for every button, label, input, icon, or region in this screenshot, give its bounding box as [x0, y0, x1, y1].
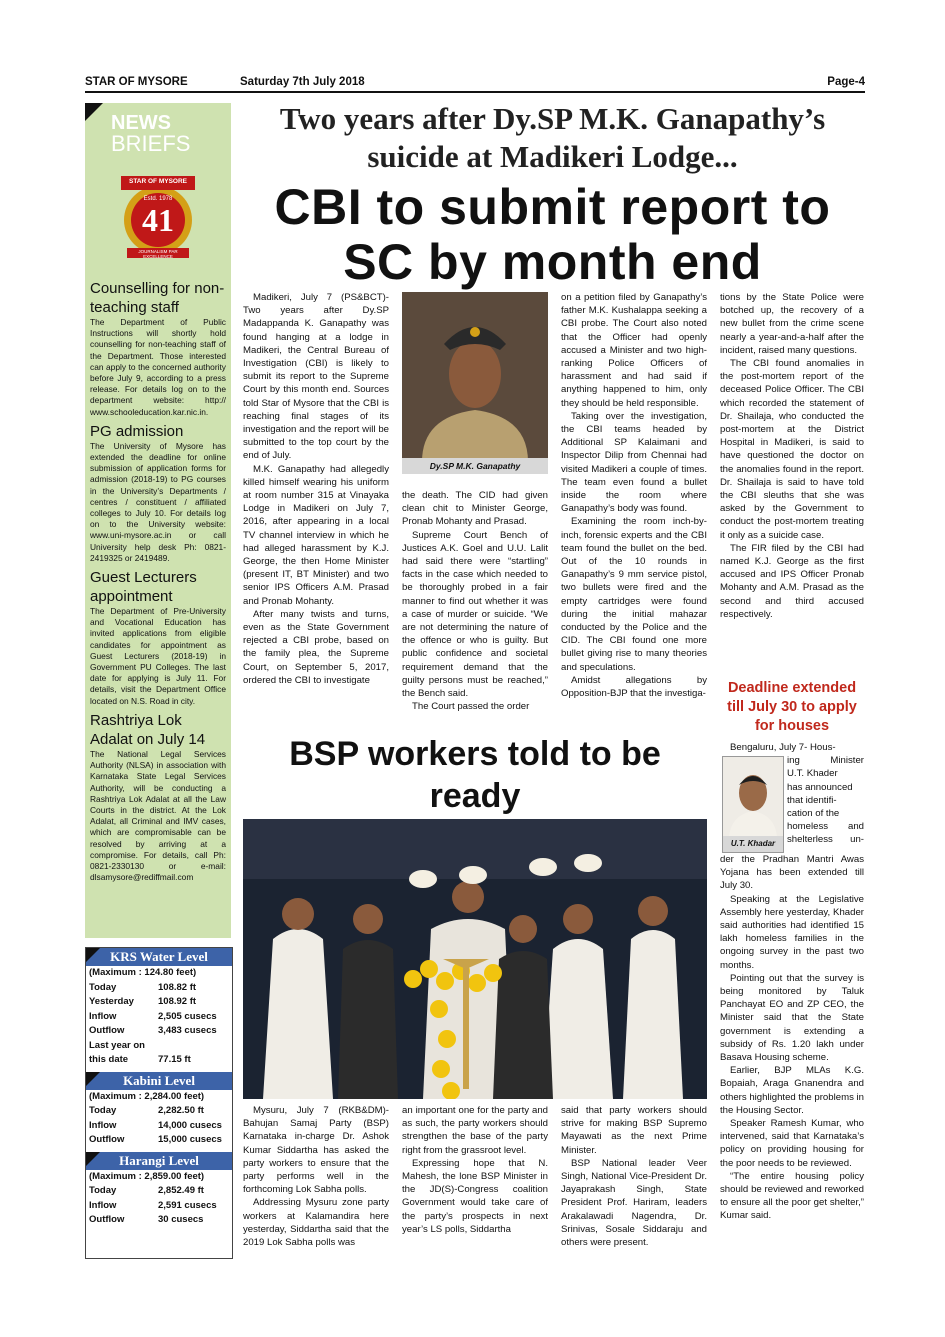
paragraph: the death. The CID had given clean chit to Minister George, Pronab Mohanty and Prasad. — [402, 490, 548, 528]
paragraph: Madikeri, July 7 (PS&BCT)- Two years after Dy.SP Madappanda K. Ganapathy was found hanging at a lodge in Madikeri, the Central Bureau of Investigation (CBI) is likely to submit its report to the Supreme Court by this month end. Sources told Star of Mysore that the CBI is reaching final stages of its investigation and the report will be submitted to the top court by the end of July. — [243, 292, 389, 462]
row-value: 2,505 cusecs — [158, 1010, 217, 1022]
story2-column-1 — [243, 1104, 389, 1264]
harangi-title — [86, 1152, 232, 1170]
kabini-title — [86, 1072, 232, 1090]
krs-row-yesterday — [86, 995, 232, 1010]
row-value: 77.15 ft — [158, 1054, 191, 1065]
row-value: 2,282.50 ft — [158, 1105, 204, 1116]
paragraph: Pointing out that the survey is being monitored by Taluk Panchayat EO and ZP CEO, the Minister said that the State government is extending a subsidy of Rs. 1.20 lakh under Basava Housing scheme. — [720, 972, 864, 1064]
kabini-row-today — [86, 1104, 232, 1119]
main-headline-line-1: CBI to submit report to — [274, 179, 831, 235]
row-label: Outflow — [89, 1134, 125, 1145]
brief-body: The Department of Public Instructions will shortly hold counselling for non-teaching staff of the Department. Those interested can apply to the concerned authority before July 9, according to a press release. For details log on to the department website: http:// www.schooleducation.kar.nic.in. — [90, 317, 226, 417]
paragraph: said that party workers should strive for making BSP Supremo Mayawati as the next Prime Minister. — [561, 1105, 707, 1156]
paragraph: Addressing Mysuru zone party workers at Kalamandira here yesterday, Siddartha said that the 2019 Lok Sabha polls was — [243, 1197, 389, 1249]
harangi-max: (Maximum : 2,859.00 feet) — [89, 1170, 205, 1182]
paragraph: an important one for the party and as such, the party workers should strengthen the base of the party right from the grassroot level. — [402, 1105, 548, 1156]
kicker-line-2: suicide at Madikeri Lodge... — [367, 139, 738, 174]
intro-line: shelterless un- — [787, 834, 864, 846]
brief-item — [90, 711, 226, 883]
water-levels-box — [85, 947, 233, 1259]
row-label: Today — [89, 981, 117, 993]
masthead-rule — [85, 91, 865, 93]
story3-headline-line-2: till July 30 to apply — [727, 699, 857, 715]
brief-item — [90, 279, 226, 418]
story3-headline-line-3: for houses — [754, 718, 830, 734]
intro-line: has announced — [787, 781, 853, 793]
krs-max: (Maximum : 124.80 feet) — [89, 967, 197, 978]
paragraph: M.K. Ganapathy had allegedly killed himself wearing his uniform at room number 315 at Vinayaka Lodge in Madikeri on July 7, 2016, after appearing in a local TV channel interview in which he had alleged harassment by K.J. George, the then Home Minister (present IT, BT Minister) and two senior IPS Officers A.M. Prasad and Pronab Mohanty. — [243, 463, 389, 607]
logo-est-text: Estd. 1978 — [143, 196, 173, 202]
row-value: 2,591 cusecs — [158, 1199, 217, 1211]
story3-body — [720, 853, 864, 1263]
brief-title: Guest Lecturers appointment — [90, 569, 197, 606]
story1-column-2 — [402, 489, 548, 729]
paragraph: “The entire housing policy should be reviewed and reworked to ensure all the poor get shelter,” Kumar said. — [720, 1170, 864, 1222]
main-headline-line-2: SC by month end — [343, 234, 762, 290]
row-value: 14,000 cusecs — [158, 1119, 222, 1131]
row-value: 108.92 ft — [158, 996, 197, 1007]
main-headline — [240, 180, 865, 290]
kabini-title-text: Kabini Level — [123, 1072, 195, 1088]
kicker-line-1: Two years after Dy.SP M.K. Ganapathy’s — [279, 101, 826, 136]
paragraph: Amidst allegations by Opposition-BJP that the investiga- — [561, 674, 707, 700]
intro-line: that identifi- — [787, 794, 837, 806]
briefs-label: BRIEFS — [111, 131, 191, 156]
portrait-illustration — [723, 757, 783, 837]
krs-row-outflow — [86, 1024, 232, 1039]
krs-title-text: KRS Water Level — [110, 949, 208, 964]
story1-column-3 — [561, 291, 707, 729]
brief-item — [90, 422, 226, 564]
paragraph: BSP National leader Veer Singh, National Vice-President Dr. Jayaprakash Singh, State President Prof. Hariram, leaders Arakalawadi Nagendra, Dr. Srinivas, Sosale Siddaraju and others were present. — [561, 1157, 707, 1249]
paragraph: Mysuru, July 7 (RKB&DM)- Bahujan Samaj Party (BSP) Karnataka in-charge Dr. Ashok Kumar Siddartha has asked the party workers to ensure that the party performs well in the forthcoming Lok Sabha polls. — [243, 1105, 389, 1196]
harangi-title-text: Harangi Level — [119, 1152, 199, 1168]
story2-column-3 — [561, 1104, 707, 1264]
harangi-row-inflow — [86, 1199, 232, 1214]
row-value: 3,483 cusecs — [158, 1025, 217, 1036]
logo-number: 41 — [142, 202, 174, 238]
intro-line: ing Minister — [787, 755, 864, 767]
ganapathy-photo-caption: Dy.SP M.K. Ganapathy — [402, 458, 548, 474]
row-label: Outflow — [89, 1025, 125, 1036]
harangi-row-outflow — [86, 1213, 232, 1228]
page-number: Page-4 — [827, 76, 865, 88]
ganapathy-photo — [402, 292, 548, 474]
bsp-event-photo — [243, 819, 707, 1099]
masthead — [85, 76, 865, 92]
briefs-list — [90, 275, 226, 883]
brief-title: Counselling for non-teaching staff — [90, 280, 225, 316]
paragraph: The Court passed the order — [412, 701, 530, 713]
kicker-headline — [240, 100, 865, 176]
paragraph: tions by the State Police were botched up, the recovery of a new bullet from the crime scene nearly a year-and-a-half after the incident, raised many questions. — [720, 292, 864, 356]
kabini-row-outflow — [86, 1133, 232, 1148]
brief-title: Rashtriya Lok Adalat on July 14 — [90, 711, 206, 748]
row-label: Inflow — [89, 1119, 117, 1131]
khadar-photo-caption: U.T. Khadar — [723, 836, 783, 852]
news-label: NEWS — [111, 112, 171, 134]
row-label: Outflow — [89, 1214, 125, 1225]
paragraph: The CBI found anomalies in the post-mortem report of the deceased Police Officer. The CBI which recorded the statement of Dr. Shailaja, who conducted the post-mortem at the District Hospital in Madikeri, is said to have questioned the doctor on the anomalies found in the report. Dr. Shailaja is said to have told the CBI sleuths that she was asked by the Government to conduct the post-mortem treating it only as a suicide case. — [720, 358, 864, 541]
brief-title: PG admission — [90, 422, 184, 440]
paragraph: After many twists and turns, even as the State Government rejected a CBI probe, based on the family plea, the Supreme Court, on September 5, 2017, ordered the CBI to investigate — [243, 608, 389, 686]
logo-top-text: STAR OF MYSORE — [128, 178, 188, 185]
paragraph: Speaker Ramesh Kumar, who intervened, said that Karnataka’s policy on providing housing for the poor needs to be reviewed. — [720, 1118, 864, 1169]
corner-triangle-icon — [86, 1072, 100, 1090]
krs-row-last-year — [86, 1053, 232, 1068]
paragraph: Speaking at the Legislative Assembly here yesterday, Khader said authorities had identified 15 lakh homeless families in the ongoing survey in the past two months. — [720, 893, 864, 971]
story3-headline-line-1: Deadline extended — [727, 680, 857, 696]
row-label: Inflow — [89, 1199, 117, 1211]
paragraph: Examining the room inch-by-inch, forensic experts and the CBI team found the bullet on the bed. Out of the 10 rounds in Ganapathy’s 9 mm service pistol, two bullets were fired and the empty cartridges were found during the initial mahazar conducted by the Police and the CID. The CBI found one more bullet giving rise to many theories and speculations. — [561, 516, 707, 673]
paragraph: Taking over the investigation, the CBI teams headed by Additional SP Kalaimani and Inspector Dilip from Chennai had visited Madikeri a couple of times. The team even found a bullet inside the room where Ganapathy’s body was found. — [561, 410, 707, 515]
news-briefs-sidebar — [85, 103, 231, 938]
issue-date: Saturday 7th July 2018 — [240, 76, 365, 88]
brief-body: The University of Mysore has extended the deadline for online submission of application forms for admission (2018-19) to PG courses in the University’s Departments / centres / constituent / affiliated colleges to July 10. For details log on to the University website: www.uni-mysore.ac.in or call University help desk Ph: 0821-2419325 or 2419489. — [90, 440, 226, 563]
row-value: 2,852.49 ft — [158, 1185, 204, 1196]
row-value: 15,000 cusecs — [158, 1134, 222, 1145]
lamp-lighting-illustration — [243, 819, 707, 1099]
story1-column-4 — [720, 291, 864, 676]
story1-column-1 — [243, 291, 389, 729]
kabini-row-inflow — [86, 1119, 232, 1134]
krs-last-year-label: Last year on — [89, 1039, 145, 1051]
row-label: Today — [89, 1185, 117, 1196]
paragraph: der the Pradhan Mantri Awas Yojana has been extended till July 30. — [720, 854, 864, 892]
paragraph: Supreme Court Bench of Justices A.K. Goel and U.U. Lalit had said there were “startling” facts in the case which needed to be thoroughly probed in a fair manner to find out whether it was a case of murder or suicide. “We are not determining the nature of the offence or who is guilty. But public confidence and societal requirement demand that the guilty persons must be reached,” the Bench said. — [402, 529, 548, 700]
brief-body: The National Legal Services Authority (NLSA) in association with Karnataka State Legal Services Authority, will be conducting a Rashtriya Lok Adalat at all the Law Courts in the district. At the Lok Adalat, all Criminal and IMV cases, which are compromisable can be resolved by arriving at a compromise. For details, call Ph: 0821-2330130 or e-mail: dlsamysore@rediffmail.com — [90, 748, 226, 883]
paragraph: Expressing hope that N. Mahesh, the lone BSP Minister in the JD(S)-Congress coalition Government would take care of the party’s prospects in next year’s LS polls, Siddartha — [402, 1157, 548, 1235]
row-value: 108.82 ft — [158, 981, 197, 993]
intro-line: Bengaluru, July 7- Hous- — [730, 742, 836, 753]
paragraph: Earlier, BJP MLAs K.G. Bopaiah, Araga Gnanendra and others highlighted the problems in the Housing Sector. — [720, 1065, 864, 1116]
row-label: this date — [89, 1054, 129, 1065]
story3-headline — [718, 679, 866, 736]
krs-title — [86, 948, 232, 966]
khadar-photo — [722, 756, 784, 853]
portrait-illustration — [402, 292, 548, 462]
krs-row-today — [86, 981, 232, 996]
brief-body: The Department of Pre-University and Vocational Education has invited applications from eligible candidates for appointment as Guest Lecturers (2018-19) in Government PU Colleges. The last date for applying is July 11. For details, visit the Department Office located on N.S. Road in city. — [90, 606, 226, 706]
paragraph: The FIR filed by the CBI had named K.J. George as the first accused and IPS Officer Pronab Mohanty and A.M. Prasad as the second and third accused respectively. — [720, 542, 864, 620]
logo-bottom-text: JOURNALISM PAR EXCELLENCE — [138, 249, 178, 259]
harangi-row-today — [86, 1184, 232, 1199]
corner-triangle-icon — [86, 948, 100, 966]
intro-line: cation of the — [787, 808, 840, 820]
row-label: Today — [89, 1105, 117, 1116]
paragraph: on a petition filed by Ganapathy’s father M.K. Kushalappa seeking a CBI probe. The Court also noted that the Officer had openly accused a Minister and two high-ranking Police Officers of harassment and had said if anything happened to him, only they should be held responsible. — [561, 292, 707, 409]
corner-triangle-icon — [86, 1152, 100, 1170]
intro-line: U.T. Khader — [787, 768, 838, 780]
row-value: 30 cusecs — [158, 1214, 204, 1225]
krs-row-inflow — [86, 1010, 232, 1025]
story2-headline-line-1: BSP workers told to be ready — [289, 735, 661, 815]
kabini-max: (Maximum : 2,284.00 feet) — [89, 1090, 205, 1102]
brief-item — [90, 568, 226, 707]
row-label: Yesterday — [89, 996, 134, 1007]
story2-column-2 — [402, 1104, 548, 1264]
row-label: Inflow — [89, 1010, 117, 1022]
corner-triangle-icon — [85, 103, 103, 121]
paper-name: STAR OF MYSORE — [85, 76, 188, 88]
intro-line: homeless and — [787, 821, 864, 833]
